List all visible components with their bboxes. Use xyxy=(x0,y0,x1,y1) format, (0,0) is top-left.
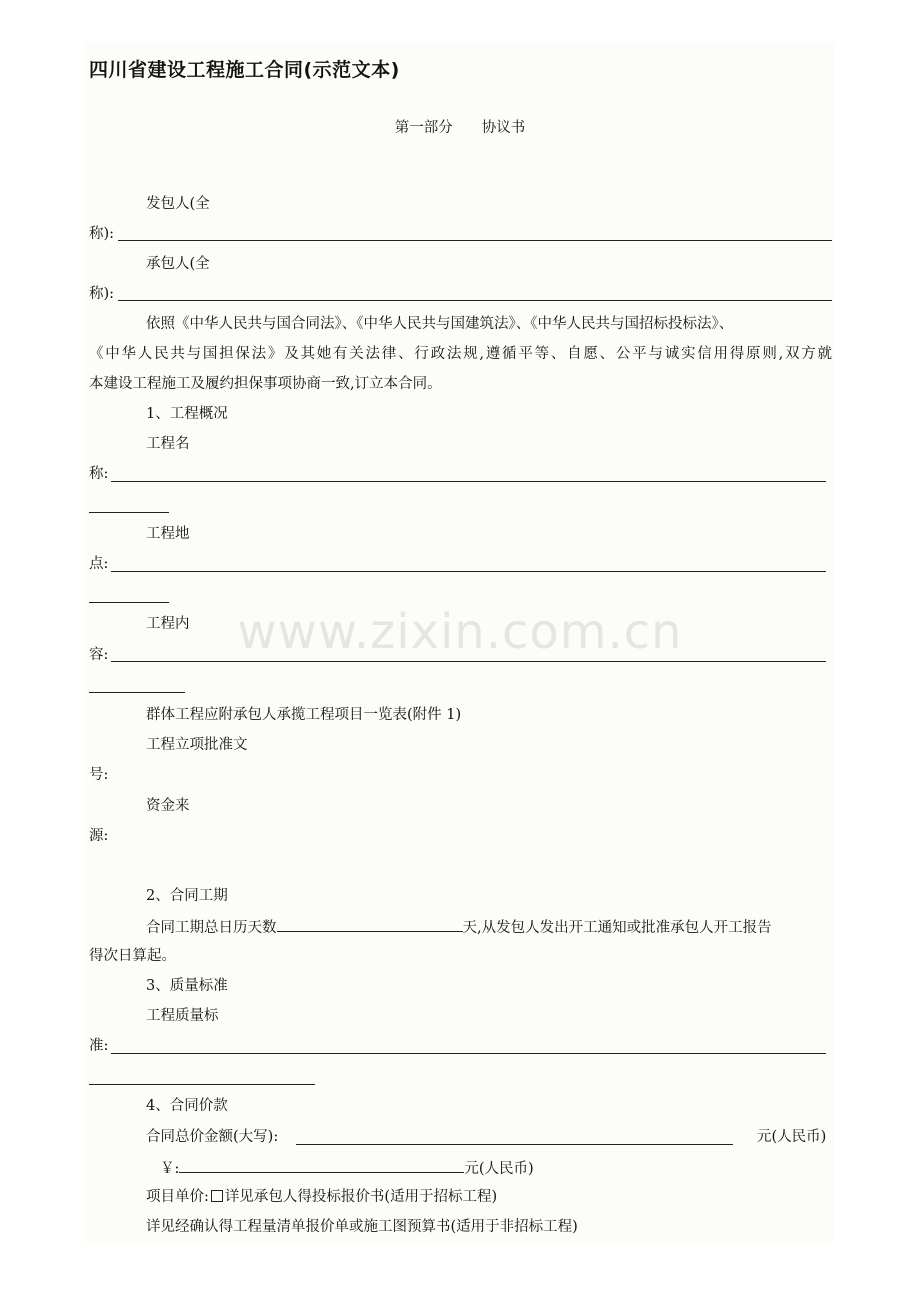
price-total-suffix: 元(人民币) xyxy=(757,1129,827,1145)
quality-standard-fill-line-2[interactable] xyxy=(89,1084,315,1085)
project-location-label: 工程地 xyxy=(146,526,190,542)
contractor-label-cont: 称): xyxy=(89,286,115,302)
fund-source-label: 资金来 xyxy=(146,798,190,814)
fund-source-label-cont: 源: xyxy=(89,828,109,844)
section-1-heading: 1、工程概况 xyxy=(146,406,228,422)
project-name-fill-line-2[interactable] xyxy=(89,512,169,513)
project-content-fill-line[interactable] xyxy=(111,661,826,662)
quality-standard-fill-line[interactable] xyxy=(111,1053,826,1054)
project-content-fill-line-2[interactable] xyxy=(89,692,185,693)
duration-suffix: 天,从发包人发出开工通知或批准承包人开工报告 xyxy=(462,920,772,936)
preamble-line-3: 本建设工程施工及履约担保事项协商一致,订立本合同。 xyxy=(89,376,442,392)
approval-number-label-cont: 号: xyxy=(89,767,109,783)
approval-number-label: 工程立项批准文 xyxy=(146,737,248,753)
section-2-heading: 2、合同工期 xyxy=(146,888,228,904)
quality-standard-label-cont: 准: xyxy=(89,1038,109,1054)
employer-label: 发包人(全 xyxy=(146,196,210,212)
section-4-heading: 4、合同价款 xyxy=(146,1098,228,1114)
project-location-fill-line-2[interactable] xyxy=(89,602,169,603)
project-content-label: 工程内 xyxy=(146,616,190,632)
price-yen-blank[interactable] xyxy=(179,1157,464,1173)
contractor-fill-line[interactable] xyxy=(118,300,832,301)
group-project-note: 群体工程应附承包人承揽工程项目一览表(附件 1) xyxy=(146,707,462,723)
project-location-fill-line[interactable] xyxy=(111,571,826,572)
duration-days-blank[interactable] xyxy=(277,916,463,932)
duration-prefix: 合同工期总日历天数 xyxy=(146,920,277,936)
price-total-fill-line[interactable] xyxy=(296,1144,733,1145)
unit-price-checkbox[interactable] xyxy=(211,1190,223,1202)
project-location-label-cont: 点: xyxy=(89,556,109,572)
price-yen-line xyxy=(160,1157,534,1179)
preamble-line-1: 依照《中华人民共与国合同法》、《中华人民共与国建筑法》、《中华人民共与国招标投标法》、 xyxy=(146,316,734,332)
price-total-prefix: 合同总价金额(大写): xyxy=(146,1129,279,1145)
price-yen-prefix: ￥: xyxy=(160,1161,180,1177)
project-content-label-cont: 容: xyxy=(89,647,109,663)
unit-price-prefix: 项目单价: xyxy=(146,1189,209,1205)
employer-label-cont: 称): xyxy=(89,226,115,242)
quality-standard-label: 工程质量标 xyxy=(146,1008,219,1024)
employer-fill-line[interactable] xyxy=(118,240,832,241)
unit-price-line xyxy=(146,1187,497,1207)
unit-price-line-2: 详见经确认得工程量清单报价单或施工图预算书(适用于非招标工程) xyxy=(146,1219,578,1235)
section-3-heading: 3、质量标准 xyxy=(146,978,228,994)
project-name-label: 工程名 xyxy=(146,436,190,452)
preamble-line-2: 《中华人民共与国担保法》及其她有关法律、行政法规,遵循平等、自愿、公平与诚实信用得原则,双方就 xyxy=(89,346,832,362)
part-heading: 第一部分 协议书 xyxy=(394,120,526,136)
watermark: www.zixin.com.cn xyxy=(237,604,683,660)
contractor-label: 承包人(全 xyxy=(146,256,210,272)
project-name-label-cont: 称: xyxy=(89,466,109,482)
document-title: 四川省建设工程施工合同(示范文本) xyxy=(89,59,400,81)
duration-line xyxy=(146,916,772,938)
project-name-fill-line[interactable] xyxy=(111,481,826,482)
unit-price-text: 详见承包人得投标报价书(适用于招标工程) xyxy=(224,1189,498,1205)
price-yen-suffix: 元(人民币) xyxy=(464,1161,534,1177)
duration-line-2: 得次日算起。 xyxy=(89,948,176,964)
